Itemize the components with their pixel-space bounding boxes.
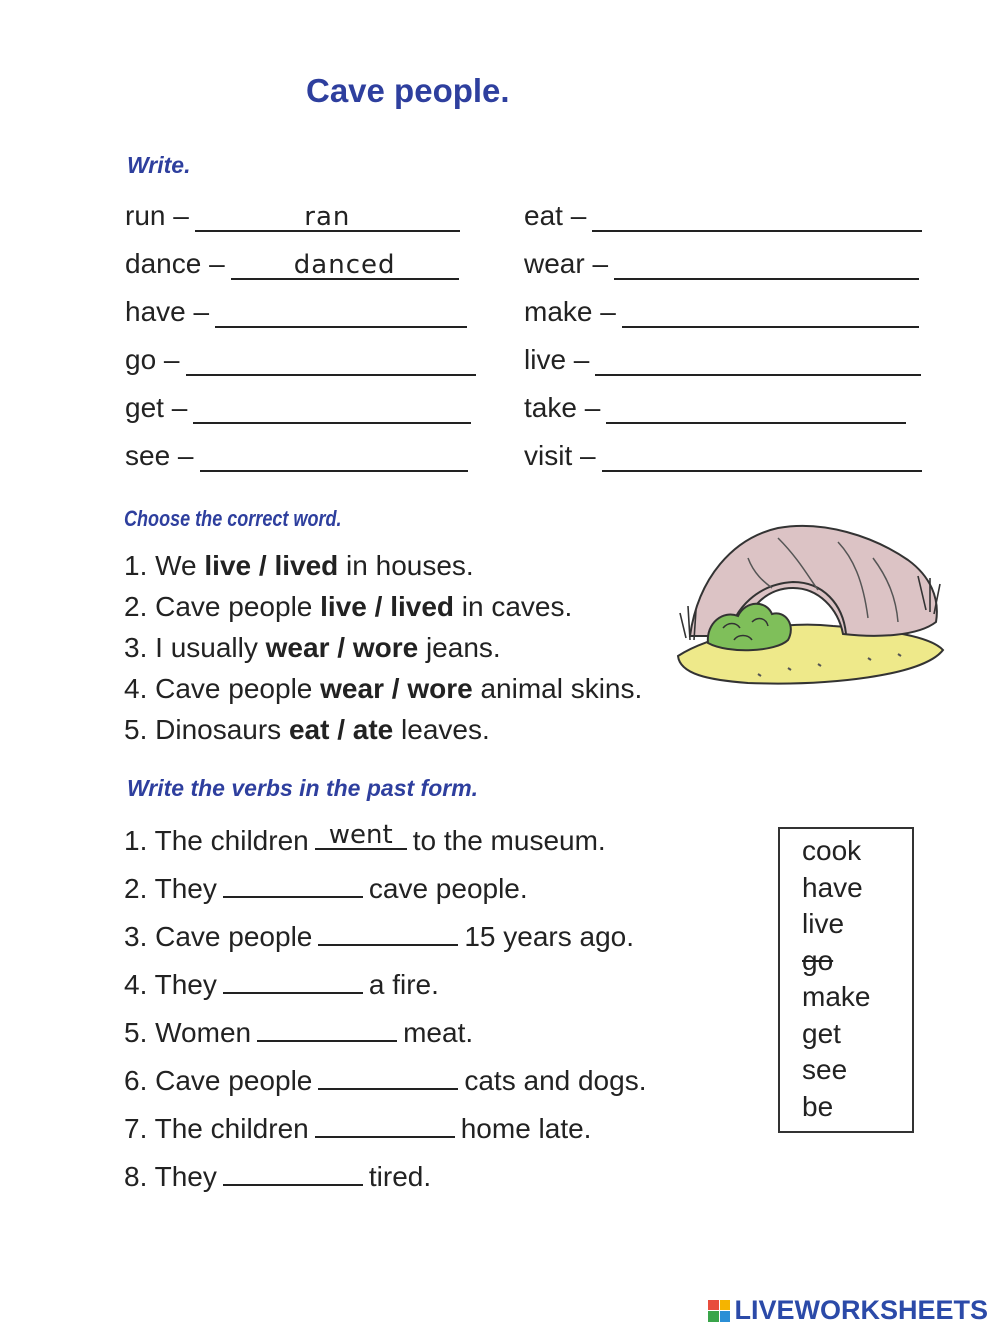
sentence-end: 15 years ago. <box>464 921 635 952</box>
word-box-item: be <box>802 1090 834 1122</box>
section-write-heading: Write. <box>127 152 191 178</box>
sentence-start: 1. The children <box>124 825 309 856</box>
answer-blank[interactable] <box>200 440 468 472</box>
choose-item-5 <box>124 714 642 755</box>
word-box-item-struck: go <box>802 944 834 976</box>
answer-blank[interactable] <box>595 344 921 376</box>
past-item-1 <box>124 822 646 870</box>
past-item-3 <box>124 918 646 966</box>
sentence-start: 4. They <box>124 969 217 1000</box>
verb-label: get – <box>125 392 188 423</box>
sentence-end: in caves. <box>461 591 573 622</box>
answer-blank[interactable] <box>195 200 460 232</box>
option-separator: / <box>366 591 391 622</box>
answer-blank[interactable] <box>315 822 407 850</box>
answer-blank[interactable] <box>186 344 476 376</box>
answer-blank[interactable] <box>315 1110 455 1138</box>
section-choose-heading: Choose the correct word. <box>124 506 342 531</box>
sentence-end: animal skins. <box>480 673 643 704</box>
option-1[interactable]: wear <box>320 673 384 704</box>
sentence-end: a fire. <box>368 969 439 1000</box>
section-past-form-heading: Write the verbs in the past form. <box>127 775 479 801</box>
option-2[interactable]: wore <box>407 673 473 704</box>
answer-blank[interactable] <box>592 200 922 232</box>
verb-row-run <box>125 198 485 232</box>
verb-label: take – <box>524 392 601 423</box>
past-item-2 <box>124 870 646 918</box>
verb-label: wear – <box>524 248 609 279</box>
verb-row-have <box>125 294 485 328</box>
past-item-6 <box>124 1062 646 1110</box>
verb-label: see – <box>125 440 194 471</box>
answer-blank[interactable] <box>215 296 467 328</box>
verbs-right-column <box>524 198 939 472</box>
word-box-item: make <box>802 981 871 1012</box>
sentence-start: 8. They <box>124 1161 217 1192</box>
verb-row-go <box>125 342 485 376</box>
verb-label: go – <box>125 344 180 375</box>
answer-blank[interactable] <box>223 966 363 994</box>
sentence-start: 7. The children <box>124 1113 309 1144</box>
logo-icon <box>708 1300 730 1322</box>
option-separator: / <box>383 673 408 704</box>
answer-blank[interactable] <box>231 248 459 280</box>
option-2[interactable]: wore <box>352 632 419 663</box>
sentence-end: in houses. <box>346 550 474 581</box>
sentence-end: jeans. <box>425 632 501 663</box>
option-1[interactable]: eat <box>288 714 330 745</box>
sentence-end: tired. <box>368 1161 432 1192</box>
verb-row-eat <box>524 198 939 232</box>
logo-text: LIVEWORKSHEETS <box>734 1295 988 1325</box>
past-item-8 <box>124 1158 646 1206</box>
answer-text: ran <box>304 202 351 232</box>
answer-blank[interactable] <box>602 440 922 472</box>
word-box <box>778 827 914 1133</box>
cave-illustration <box>668 518 953 690</box>
sentence-start: 3. I usually <box>124 632 266 663</box>
answer-blank[interactable] <box>614 248 919 280</box>
past-item-4 <box>124 966 646 1014</box>
word-box-item: cook <box>802 835 862 866</box>
past-item-5 <box>124 1014 646 1062</box>
option-2[interactable]: lived <box>274 550 339 581</box>
answer-blank[interactable] <box>318 1062 458 1090</box>
word-box-item: see <box>802 1054 848 1085</box>
sentence-end: cave people. <box>368 873 528 904</box>
sentence-start: 3. Cave people <box>124 921 313 952</box>
option-1[interactable]: live <box>320 591 367 622</box>
sentence-start: 4. Cave people <box>124 673 321 704</box>
answer-blank[interactable] <box>622 296 919 328</box>
choose-list <box>124 550 642 755</box>
verb-row-visit <box>524 438 939 472</box>
verbs-left-column <box>125 198 485 472</box>
answer-blank[interactable] <box>318 918 458 946</box>
sentence-start: 2. Cave people <box>124 591 321 622</box>
answer-text: danced <box>293 250 396 280</box>
option-2[interactable]: ate <box>352 714 394 745</box>
sentence-end: home late. <box>460 1113 592 1144</box>
answer-blank[interactable] <box>193 392 471 424</box>
verb-label: have – <box>125 296 210 327</box>
verb-row-dance <box>125 246 485 280</box>
option-separator: / <box>329 714 353 745</box>
verb-label: run – <box>125 200 189 231</box>
choose-item-2 <box>124 591 642 632</box>
option-2[interactable]: lived <box>390 591 454 622</box>
option-1[interactable]: wear <box>265 632 330 663</box>
verb-row-live <box>524 342 939 376</box>
verb-row-make <box>524 294 939 328</box>
sentence-start: 5. Women <box>124 1017 252 1048</box>
page-title: Cave people. <box>306 72 510 109</box>
answer-text: went <box>328 820 393 850</box>
option-separator: / <box>251 550 275 581</box>
sentence-start: 1. We <box>124 550 205 581</box>
word-box-item: get <box>802 1017 841 1049</box>
sentence-end: leaves. <box>401 714 490 745</box>
sentence-start: 5. Dinosaurs <box>124 714 289 745</box>
liveworksheets-logo <box>708 1295 988 1326</box>
verb-label: live – <box>524 344 590 375</box>
choose-item-1 <box>124 550 642 591</box>
word-box-item: live <box>802 908 845 939</box>
past-form-list <box>124 822 646 1206</box>
choose-item-3 <box>124 632 642 673</box>
answer-blank[interactable] <box>606 392 906 424</box>
verb-row-take <box>524 390 939 424</box>
verb-label: visit – <box>524 440 596 471</box>
word-box-item: have <box>802 871 863 903</box>
choose-item-4 <box>124 673 642 714</box>
verb-row-get <box>125 390 485 424</box>
past-item-7 <box>124 1110 646 1158</box>
sentence-end: to the museum. <box>412 825 606 856</box>
sentence-start: 2. They <box>124 873 217 904</box>
verb-label: make – <box>524 296 616 327</box>
sentence-end: cats and dogs. <box>464 1065 647 1096</box>
answer-blank[interactable] <box>223 1158 363 1186</box>
option-1[interactable]: live <box>204 550 252 581</box>
answer-blank[interactable] <box>223 870 363 898</box>
verb-label: dance – <box>125 248 225 279</box>
option-separator: / <box>329 632 353 663</box>
sentence-end: meat. <box>403 1017 474 1048</box>
sentence-start: 6. Cave people <box>124 1065 313 1096</box>
answer-blank[interactable] <box>257 1014 397 1042</box>
verb-row-see <box>125 438 485 472</box>
verb-row-wear <box>524 246 939 280</box>
verb-label: eat – <box>524 200 587 231</box>
